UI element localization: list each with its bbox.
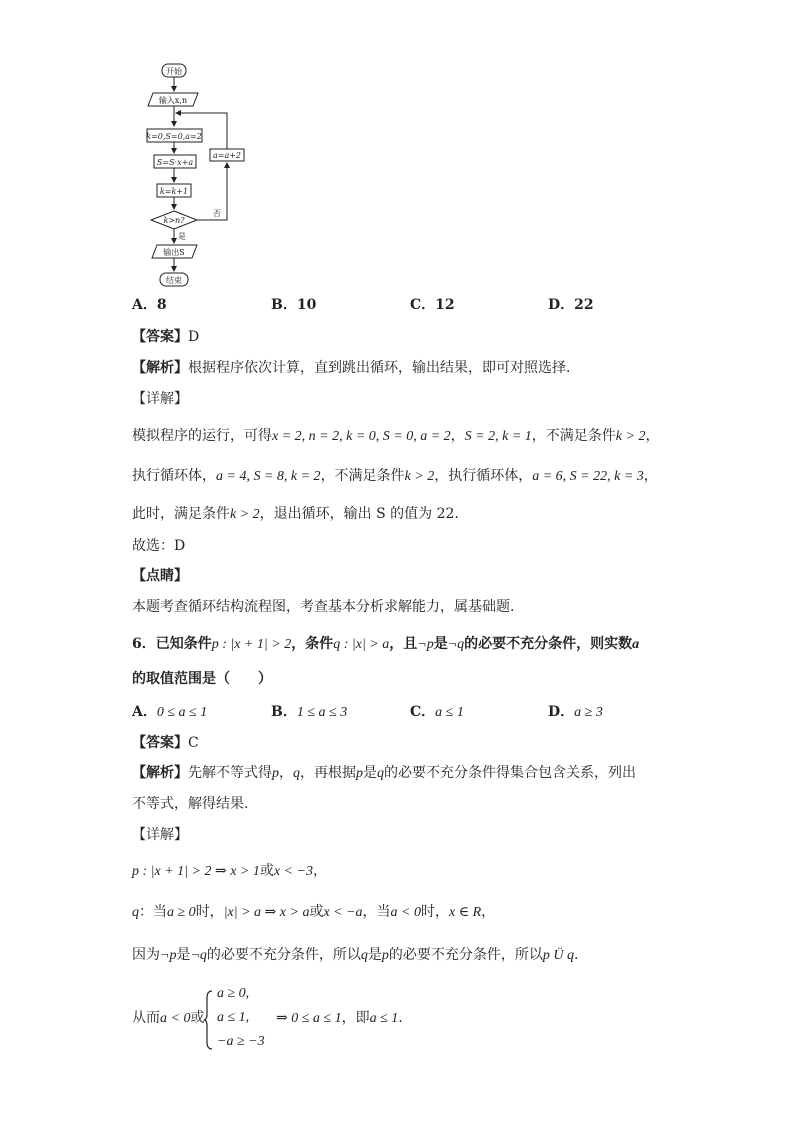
answer-label: 【答案】 bbox=[132, 329, 188, 345]
case-1: a ≥ 0, bbox=[217, 986, 250, 1001]
sum-label: S=S·x+a bbox=[156, 158, 194, 167]
q5-comment: 本题考查循环结构流程图，考查基本分析求解能力，属基础题. bbox=[132, 599, 515, 615]
start-label: 开始 bbox=[166, 67, 182, 76]
input-label: 输入x,n bbox=[158, 96, 188, 105]
q5-option-c: C．12 bbox=[410, 297, 455, 313]
q5-option-b: B．10 bbox=[271, 297, 317, 313]
q6-answer: 【答案】C bbox=[132, 735, 199, 751]
q5-detail-label: 【详解】 bbox=[132, 391, 188, 407]
q6-detail-line-4-prefix: 从而a < 0或 bbox=[132, 1010, 205, 1026]
q6-analysis-line-2: 不等式，解得结果. bbox=[132, 796, 249, 812]
end-label: 结束 bbox=[166, 276, 182, 285]
q6-option-b: B．1 ≤ a ≤ 3 bbox=[271, 704, 348, 720]
case-3: −a ≥ −3 bbox=[217, 1034, 265, 1049]
q6-option-d: D．a ≥ 3 bbox=[548, 704, 603, 720]
q5-detail-line-1: 模拟程序的运行，可得x = 2, n = 2, k = 0, S = 0, a = 2，S = 2, k = 1，不满足条件k > 2， bbox=[132, 428, 660, 444]
q5-analysis bbox=[132, 358, 570, 378]
q6-detail-label: 【详解】 bbox=[132, 827, 188, 843]
q6-detail-line-3: 因为¬p是¬q的必要不充分条件，所以q是p的必要不充分条件，所以p Ü q. bbox=[132, 947, 579, 963]
q6-option-c: C．a ≤ 1 bbox=[410, 704, 464, 720]
yes-label: 是 bbox=[178, 232, 186, 241]
init-label: k=0,S=0,a=2 bbox=[146, 132, 202, 141]
q6-detail-line-1: p : |x + 1| > 2 ⇒ x > 1或x < −3， bbox=[132, 863, 327, 879]
q5-answer bbox=[132, 327, 199, 347]
q5-choice: 故选：D bbox=[132, 538, 186, 554]
increment-label: k=k+1 bbox=[159, 187, 189, 196]
q5-comment-label: 【点睛】 bbox=[132, 568, 188, 584]
cases-brace bbox=[203, 990, 213, 1050]
case-2: a ≤ 1, bbox=[217, 1010, 250, 1025]
update-label: a=a+2 bbox=[212, 151, 242, 160]
q5-detail-line-2: 执行循环体，a = 4, S = 8, k = 2，不满足条件k > 2，执行循环体，a = 6, S = 22, k = 3， bbox=[132, 468, 658, 484]
no-label: 否 bbox=[213, 209, 221, 218]
q6-detail-line-2: q：当a ≥ 0时，|x| > a ⇒ x > a或x < −a，当a < 0时，x ∈ R， bbox=[132, 904, 496, 920]
condition-label: k>n? bbox=[163, 216, 185, 225]
q6-analysis-line-1: 【解析】先解不等式得p，q，再根据p是q的必要不充分条件得集合包含关系，列出 bbox=[132, 765, 636, 781]
output-label: 输出S bbox=[163, 248, 185, 257]
q6-stem-line-2: 的取值范围是（ ） bbox=[132, 671, 272, 687]
answer-value: D bbox=[188, 329, 200, 345]
q5-detail-line-3: 此时，满足条件k > 2，退出循环，输出 S 的值为 22. bbox=[132, 506, 459, 522]
q6-stem-line-1: 6．已知条件p : |x + 1| > 2，条件q : |x| > a，且¬p是¬q的必要不充分条件，则实数a bbox=[132, 636, 640, 652]
q6-option-a: A．0 ≤ a ≤ 1 bbox=[132, 704, 208, 720]
analysis-text: 根据程序依次计算，直到跳出循环，输出结果，即可对照选择. bbox=[188, 360, 571, 376]
q6-detail-line-4-suffix: ⇒ 0 ≤ a ≤ 1，即a ≤ 1. bbox=[276, 1010, 403, 1026]
q5-option-d: D．22 bbox=[548, 297, 594, 313]
analysis-label: 【解析】 bbox=[132, 360, 188, 376]
q5-option-a: A．8 bbox=[132, 297, 167, 313]
flowchart bbox=[140, 58, 260, 290]
